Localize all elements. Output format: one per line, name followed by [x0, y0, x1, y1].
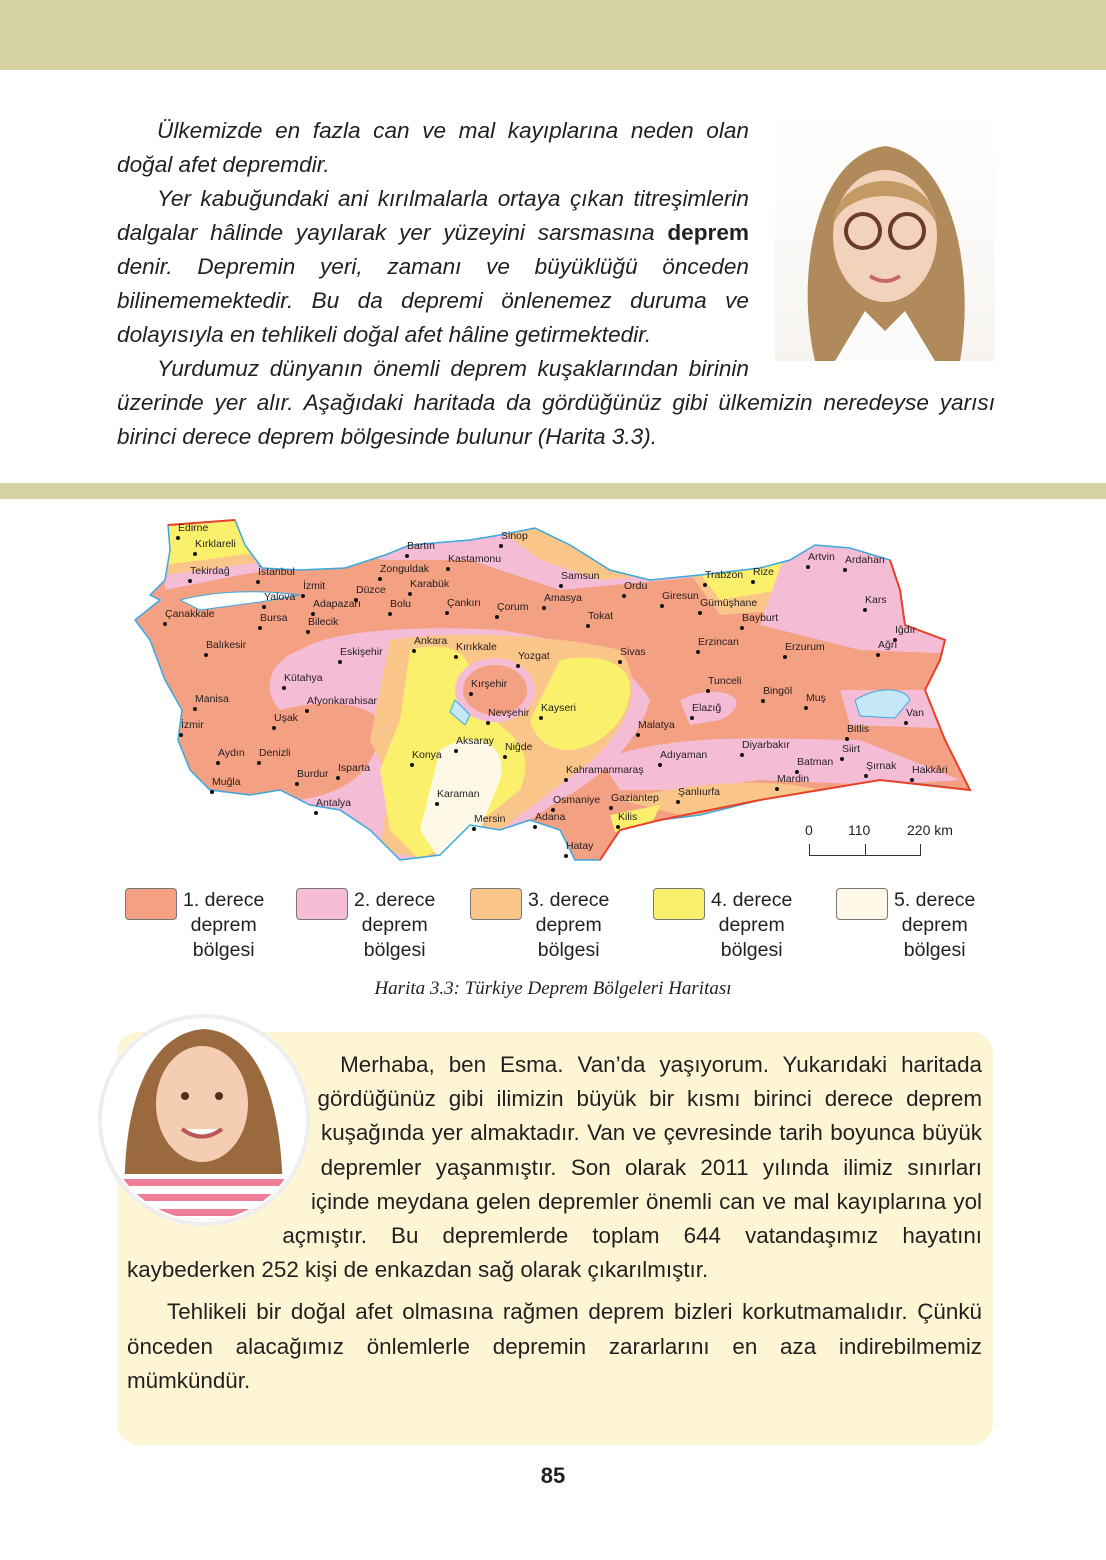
- legend-swatch: [296, 888, 348, 920]
- city-label: Denizli: [259, 747, 291, 759]
- city-label: Kastamonu: [448, 553, 502, 565]
- city-label: Bilecik: [308, 616, 339, 628]
- term-deprem: deprem: [667, 220, 749, 245]
- scale-label-0: 0: [805, 822, 813, 838]
- city-dot: [405, 554, 409, 558]
- city-dot: [843, 568, 847, 572]
- city-dot: [445, 611, 449, 615]
- city-label: Gümüşhane: [700, 597, 758, 609]
- city-dot: [472, 827, 476, 831]
- legend-line: deprem: [190, 914, 257, 936]
- text: denir. Depremin yeri, zamanı ve büyüklüğü önceden bilinememektedir. Bu da depremi önlenemez duruma ve dolayısıyla en tehlikeli doğal afet hâline getirmektedir.: [117, 254, 749, 347]
- city-label: Şanlıurfa: [678, 786, 721, 798]
- city-dot: [559, 584, 563, 588]
- legend-item: [296, 888, 435, 963]
- legend-label: [894, 888, 975, 963]
- map-caption: Harita 3.3: Türkiye Deprem Bölgeleri Haritası: [374, 978, 732, 999]
- legend-swatch: [470, 888, 522, 920]
- city-dot: [845, 737, 849, 741]
- city-label: Trabzon: [705, 569, 744, 581]
- city-label: Isparta: [338, 762, 371, 774]
- map-scale: [800, 822, 970, 862]
- city-label: Karaman: [437, 788, 480, 800]
- city-label: Ardahan: [845, 554, 885, 566]
- city-dot: [435, 802, 439, 806]
- city-label: Bartın: [407, 540, 436, 552]
- city-dot: [564, 854, 568, 858]
- legend-line: deprem: [535, 914, 602, 936]
- legend-line: 2. derece: [354, 889, 436, 911]
- city-label: Kırşehir: [471, 678, 508, 690]
- city-dot: [486, 721, 490, 725]
- city-label: Zonguldak: [380, 563, 430, 575]
- legend-line: deprem: [901, 914, 968, 936]
- city-label: Çorum: [497, 601, 529, 613]
- city-label: Aydın: [218, 747, 245, 759]
- city-dot: [586, 624, 590, 628]
- city-dot: [706, 689, 710, 693]
- city-label: Çankırı: [447, 597, 481, 609]
- city-label: Ağrı: [878, 639, 898, 651]
- city-dot: [446, 567, 450, 571]
- city-label: İzmit: [303, 580, 326, 592]
- city-dot: [910, 778, 914, 782]
- city-label: Niğde: [505, 741, 533, 753]
- city-label: Muş: [806, 692, 826, 704]
- city-label: Eskişehir: [340, 646, 383, 658]
- legend-line: bölgesi: [720, 939, 783, 961]
- city-dot: [499, 544, 503, 548]
- city-dot: [751, 580, 755, 584]
- city-dot: [305, 709, 309, 713]
- city-label: Kütahya: [284, 672, 323, 684]
- city-dot: [338, 660, 342, 664]
- legend-line: bölgesi: [903, 939, 966, 961]
- city-label: Ordu: [624, 580, 648, 592]
- city-dot: [193, 552, 197, 556]
- city-dot: [193, 707, 197, 711]
- city-label: Antalya: [316, 797, 352, 809]
- scale-tick: [865, 844, 866, 856]
- legend-line: 1. derece: [183, 889, 265, 911]
- city-dot: [740, 753, 744, 757]
- city-label: Rize: [753, 566, 775, 578]
- city-dot: [412, 649, 416, 653]
- legend-line: bölgesi: [363, 939, 426, 961]
- city-label: Konya: [412, 749, 442, 761]
- city-label: Afyonkarahisar: [307, 695, 378, 707]
- legend-item: [125, 888, 264, 963]
- city-label: Tunceli: [708, 675, 742, 687]
- city-label: Manisa: [195, 693, 229, 705]
- city-label: Tokat: [588, 610, 614, 622]
- city-dot: [388, 612, 392, 616]
- city-label: Kırklareli: [195, 538, 236, 550]
- city-label: Edirne: [178, 522, 209, 534]
- header-band: [0, 0, 1106, 70]
- city-dot: [761, 699, 765, 703]
- city-dot: [314, 811, 318, 815]
- city-dot: [336, 776, 340, 780]
- city-dot: [658, 763, 662, 767]
- city-label: Mersin: [474, 813, 506, 825]
- esma-text: [127, 1048, 982, 1398]
- city-label: Bitlis: [847, 723, 870, 735]
- city-dot: [295, 782, 299, 786]
- legend-item: [836, 888, 975, 963]
- legend-item: [653, 888, 792, 963]
- city-dot: [696, 650, 700, 654]
- city-dot: [876, 653, 880, 657]
- city-label: Kilis: [618, 811, 638, 823]
- city-dot: [176, 536, 180, 540]
- legend-line: deprem: [361, 914, 428, 936]
- city-label: İstanbul: [258, 566, 295, 578]
- city-dot: [904, 721, 908, 725]
- city-label: Adapazarı: [313, 598, 361, 610]
- legend-swatch: [125, 888, 177, 920]
- city-dot: [775, 787, 779, 791]
- city-label: Muğla: [212, 776, 241, 788]
- city-label: Gaziantep: [611, 792, 659, 804]
- city-dot: [840, 757, 844, 761]
- city-dot: [216, 761, 220, 765]
- city-label: Osmaniye: [553, 794, 601, 806]
- city-label: Giresun: [662, 590, 699, 602]
- city-label: Kırıkkale: [456, 641, 497, 653]
- city-dot: [179, 733, 183, 737]
- city-label: Bayburt: [742, 612, 779, 624]
- city-label: Sinop: [501, 530, 528, 542]
- legend-line: 3. derece: [528, 889, 610, 911]
- city-dot: [282, 686, 286, 690]
- city-label: Kayseri: [541, 702, 577, 714]
- page-number: 85: [540, 1463, 566, 1488]
- city-dot: [503, 755, 507, 759]
- city-dot: [703, 583, 707, 587]
- city-label: Şırnak: [866, 760, 897, 772]
- city-label: Kars: [865, 594, 887, 606]
- city-label: Burdur: [297, 768, 329, 780]
- city-dot: [539, 716, 543, 720]
- city-label: İzmir: [181, 719, 204, 731]
- legend-label: [354, 888, 435, 963]
- city-label: Tekirdağ: [190, 565, 230, 577]
- intro-text: [117, 114, 995, 454]
- legend-line: 4. derece: [711, 889, 793, 911]
- legend-item: [470, 888, 609, 963]
- esma-paragraph-1: Merhaba, ben Esma. Van’da yaşıyorum. Yukarıdaki haritada gördüğünüz gibi ilimizin büyük bir kısmı birinci derece deprem kuşağında yer almaktadır. Van ve çevresinde tarih boyunca büyük depremler yaşanmıştır. Son olarak 2011 yılında ilimiz sınırları içinde meydana gelen depremler önemli can ve mal kayıplarına yol açmıştır. Bu depremlerde toplam 644 vatandaşımız hayatını kaybederken 252 kişi de enkazdan sağ olarak çıkarılmıştır.: [127, 1052, 982, 1283]
- city-label: Van: [906, 707, 924, 719]
- legend-label: [183, 888, 264, 963]
- city-dot: [262, 605, 266, 609]
- city-dot: [306, 630, 310, 634]
- city-dot: [698, 611, 702, 615]
- city-label: Karabük: [410, 578, 450, 590]
- city-label: Erzurum: [785, 641, 825, 653]
- city-label: Balıkesir: [206, 639, 247, 651]
- intro-paragraph-3: Yurdumuz dünyanın önemli deprem kuşaklarından birinin üzerinde yer alır. Aşağıdaki haritada da gördüğünüz gibi ülkemizin neredeyse yarısı birinci derece deprem bölgesinde bulunur (Harita 3.3).: [117, 356, 995, 449]
- city-label: Amasya: [544, 592, 582, 604]
- city-dot: [204, 653, 208, 657]
- city-dot: [516, 664, 520, 668]
- city-label: Diyarbakır: [742, 739, 790, 751]
- city-dot: [378, 577, 382, 581]
- city-dot: [454, 749, 458, 753]
- city-dot: [542, 606, 546, 610]
- legend-swatch: [836, 888, 888, 920]
- city-dot: [257, 761, 261, 765]
- city-label: Malatya: [638, 719, 675, 731]
- city-dot: [690, 716, 694, 720]
- city-label: Batman: [797, 756, 834, 768]
- city-label: Çanakkale: [165, 608, 215, 620]
- legend-label: [528, 888, 609, 963]
- city-label: Iğdır: [895, 624, 917, 636]
- legend-label: [711, 888, 792, 963]
- city-dot: [806, 565, 810, 569]
- girl-with-glasses-photo: [775, 116, 995, 361]
- city-dot: [863, 608, 867, 612]
- esma-photo: [97, 1004, 311, 1236]
- scale-label-110: 110: [848, 822, 871, 838]
- city-dot: [622, 594, 626, 598]
- section-divider: [0, 483, 1106, 499]
- city-dot: [564, 778, 568, 782]
- city-label: Erzincan: [698, 636, 739, 648]
- city-label: Bursa: [260, 612, 288, 624]
- scale-label-220: 220 km: [907, 822, 953, 838]
- city-dot: [636, 733, 640, 737]
- city-dot: [618, 660, 622, 664]
- city-dot: [609, 806, 613, 810]
- city-label: Samsun: [561, 570, 600, 582]
- city-label: Uşak: [274, 712, 298, 724]
- city-label: Bolu: [390, 598, 412, 610]
- city-dot: [495, 615, 499, 619]
- city-dot: [258, 626, 262, 630]
- city-label: Ankara: [414, 635, 448, 647]
- legend-line: bölgesi: [192, 939, 255, 961]
- city-label: Aksaray: [456, 735, 494, 747]
- city-label: Nevşehir: [488, 707, 530, 719]
- city-label: Bingöl: [763, 685, 793, 697]
- city-label: Hakkâri: [912, 764, 948, 776]
- city-label: Adana: [535, 811, 566, 823]
- city-label: Adıyaman: [660, 749, 708, 761]
- city-dot: [256, 580, 260, 584]
- city-label: Yalova: [264, 591, 296, 603]
- city-dot: [864, 774, 868, 778]
- city-dot: [804, 706, 808, 710]
- city-dot: [163, 622, 167, 626]
- city-dot: [676, 800, 680, 804]
- city-dot: [301, 594, 305, 598]
- city-dot: [410, 763, 414, 767]
- city-dot: [660, 604, 664, 608]
- city-dot: [783, 655, 787, 659]
- city-dot: [616, 825, 620, 829]
- city-dot: [188, 579, 192, 583]
- legend-line: deprem: [718, 914, 785, 936]
- city-label: Yozgat: [518, 650, 550, 662]
- legend-line: bölgesi: [537, 939, 600, 961]
- esma-paragraph-2: Tehlikeli bir doğal afet olmasına rağmen deprem bizleri korkutmamalıdır. Çünkü önceden alacağımız önlemlerle depremin zararlarını en aza indirebilmemiz mümkündür.: [127, 1299, 982, 1393]
- legend-line: 5. derece: [894, 889, 976, 911]
- intro-paragraph-1: Ülkemizde en fazla can ve mal kayıplarına neden olan doğal afet depremdir.: [117, 118, 749, 177]
- city-label: Elazığ: [692, 702, 722, 714]
- city-label: Kahramanmaraş: [566, 764, 644, 776]
- earthquake-zone-map: [130, 515, 980, 865]
- city-dot: [740, 626, 744, 630]
- city-label: Sivas: [620, 646, 646, 658]
- legend-swatch: [653, 888, 705, 920]
- city-dot: [272, 726, 276, 730]
- city-dot: [454, 655, 458, 659]
- city-label: Artvin: [808, 551, 835, 563]
- city-dot: [469, 692, 473, 696]
- city-label: Siirt: [842, 743, 861, 755]
- city-label: Hatay: [566, 840, 594, 852]
- city-dot: [533, 825, 537, 829]
- city-dot: [408, 592, 412, 596]
- city-label: Düzce: [356, 584, 386, 596]
- text: Yer kabuğundaki ani kırılmalarla ortaya çıkan titreşimlerin dalgalar hâlinde yayılarak yer yüzeyini sarsmasına: [117, 186, 749, 245]
- city-dot: [210, 790, 214, 794]
- city-label: Mardin: [777, 773, 810, 785]
